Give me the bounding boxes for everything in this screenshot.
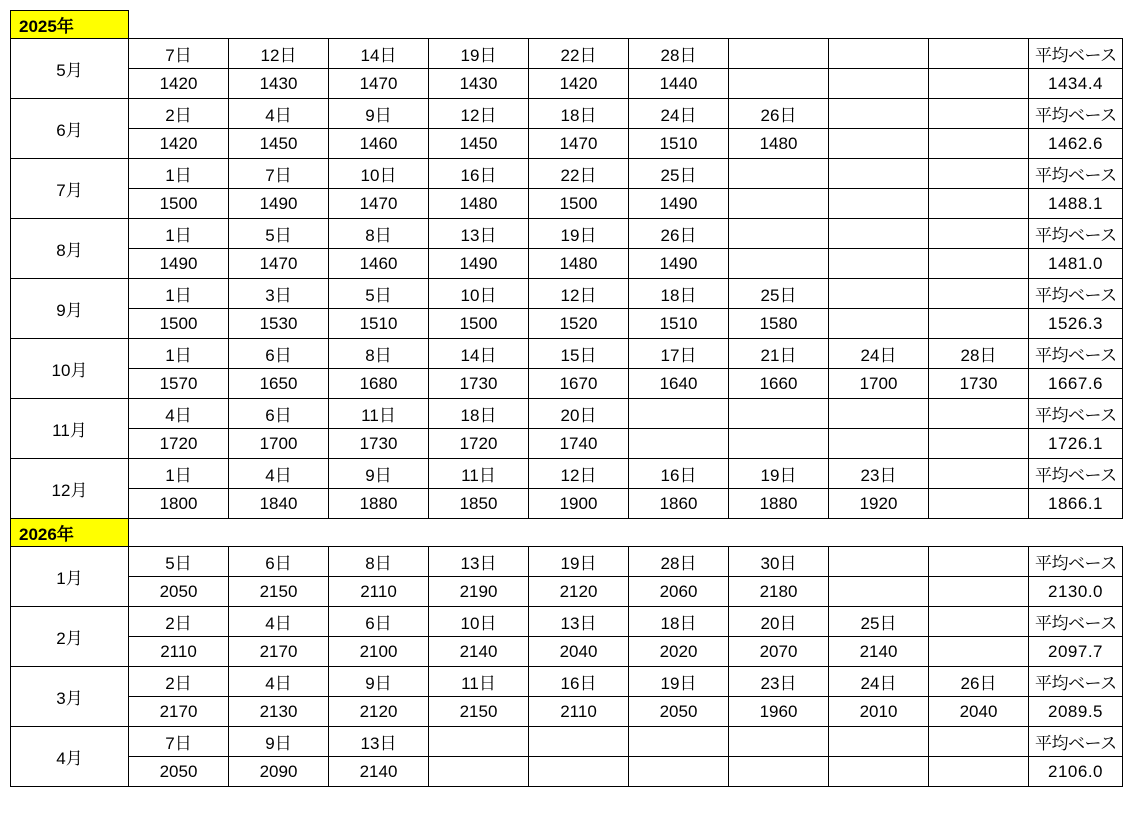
day-cell: 18日 bbox=[529, 99, 629, 129]
day-cell: 16日 bbox=[429, 159, 529, 189]
value-cell: 1730 bbox=[329, 429, 429, 459]
value-cell: 2150 bbox=[429, 697, 529, 727]
value-cell: 1500 bbox=[129, 309, 229, 339]
empty-cell bbox=[929, 637, 1029, 667]
value-cell: 1480 bbox=[429, 189, 529, 219]
average-value: 2097.7 bbox=[1029, 637, 1123, 667]
year-banner-filler bbox=[129, 519, 1123, 547]
value-cell: 1500 bbox=[429, 309, 529, 339]
value-cell: 1480 bbox=[729, 129, 829, 159]
empty-cell bbox=[529, 757, 629, 787]
day-cell: 24日 bbox=[829, 667, 929, 697]
value-cell: 1640 bbox=[629, 369, 729, 399]
year-label: 2025年 bbox=[11, 11, 129, 39]
empty-cell bbox=[829, 159, 929, 189]
value-cell: 1920 bbox=[829, 489, 929, 519]
day-cell: 4日 bbox=[229, 459, 329, 489]
empty-cell bbox=[929, 459, 1029, 489]
month-label: 1月 bbox=[11, 547, 129, 607]
day-cell: 3日 bbox=[229, 279, 329, 309]
empty-cell bbox=[929, 607, 1029, 637]
month-value-row bbox=[11, 637, 1123, 667]
value-cell: 2140 bbox=[829, 637, 929, 667]
day-cell: 10日 bbox=[329, 159, 429, 189]
day-cell: 20日 bbox=[529, 399, 629, 429]
day-cell: 6日 bbox=[329, 607, 429, 637]
value-cell: 2110 bbox=[329, 577, 429, 607]
average-value: 1488.1 bbox=[1029, 189, 1123, 219]
average-label: 平均ベース bbox=[1029, 159, 1123, 189]
value-cell: 1520 bbox=[529, 309, 629, 339]
day-cell: 25日 bbox=[629, 159, 729, 189]
day-cell: 24日 bbox=[629, 99, 729, 129]
value-cell: 2050 bbox=[129, 577, 229, 607]
value-cell: 1740 bbox=[529, 429, 629, 459]
day-cell: 16日 bbox=[529, 667, 629, 697]
day-cell: 9日 bbox=[329, 99, 429, 129]
value-cell: 1420 bbox=[129, 129, 229, 159]
month-day-row bbox=[11, 399, 1123, 429]
day-cell: 16日 bbox=[629, 459, 729, 489]
month-value-row bbox=[11, 577, 1123, 607]
day-cell: 12日 bbox=[529, 459, 629, 489]
value-cell: 1670 bbox=[529, 369, 629, 399]
month-day-row bbox=[11, 459, 1123, 489]
value-cell: 1850 bbox=[429, 489, 529, 519]
value-cell: 1450 bbox=[429, 129, 529, 159]
day-cell: 10日 bbox=[429, 607, 529, 637]
value-cell: 2050 bbox=[129, 757, 229, 787]
value-cell: 1720 bbox=[429, 429, 529, 459]
value-cell: 1430 bbox=[429, 69, 529, 99]
month-day-row bbox=[11, 39, 1123, 69]
value-cell: 1840 bbox=[229, 489, 329, 519]
value-cell: 2070 bbox=[729, 637, 829, 667]
month-value-row bbox=[11, 69, 1123, 99]
value-cell: 2050 bbox=[629, 697, 729, 727]
value-cell: 2120 bbox=[529, 577, 629, 607]
day-cell: 19日 bbox=[729, 459, 829, 489]
value-cell: 1420 bbox=[129, 69, 229, 99]
empty-cell bbox=[829, 99, 929, 129]
month-value-row bbox=[11, 369, 1123, 399]
day-cell: 1日 bbox=[129, 159, 229, 189]
day-cell: 10日 bbox=[429, 279, 529, 309]
day-cell: 22日 bbox=[529, 159, 629, 189]
month-day-row bbox=[11, 159, 1123, 189]
value-cell: 1860 bbox=[629, 489, 729, 519]
month-value-row bbox=[11, 309, 1123, 339]
empty-cell bbox=[829, 727, 929, 757]
day-cell: 21日 bbox=[729, 339, 829, 369]
day-cell: 13日 bbox=[329, 727, 429, 757]
month-day-row bbox=[11, 339, 1123, 369]
empty-cell bbox=[729, 399, 829, 429]
price-history-table bbox=[10, 10, 1123, 787]
value-cell: 1470 bbox=[329, 189, 429, 219]
month-day-row bbox=[11, 279, 1123, 309]
average-label: 平均ベース bbox=[1029, 339, 1123, 369]
day-cell: 24日 bbox=[829, 339, 929, 369]
value-cell: 1490 bbox=[429, 249, 529, 279]
value-cell: 2130 bbox=[229, 697, 329, 727]
value-cell: 1680 bbox=[329, 369, 429, 399]
value-cell: 1570 bbox=[129, 369, 229, 399]
day-cell: 13日 bbox=[429, 219, 529, 249]
day-cell: 1日 bbox=[129, 219, 229, 249]
day-cell: 26日 bbox=[629, 219, 729, 249]
empty-cell bbox=[829, 39, 929, 69]
value-cell: 1500 bbox=[129, 189, 229, 219]
empty-cell bbox=[829, 309, 929, 339]
day-cell: 11日 bbox=[429, 459, 529, 489]
empty-cell bbox=[729, 727, 829, 757]
month-label: 9月 bbox=[11, 279, 129, 339]
month-label: 2月 bbox=[11, 607, 129, 667]
month-day-row bbox=[11, 99, 1123, 129]
day-cell: 9日 bbox=[329, 667, 429, 697]
average-label: 平均ベース bbox=[1029, 459, 1123, 489]
value-cell: 1470 bbox=[229, 249, 329, 279]
average-value: 1866.1 bbox=[1029, 489, 1123, 519]
value-cell: 2120 bbox=[329, 697, 429, 727]
day-cell: 22日 bbox=[529, 39, 629, 69]
day-cell: 19日 bbox=[529, 219, 629, 249]
value-cell: 2140 bbox=[429, 637, 529, 667]
value-cell: 2170 bbox=[229, 637, 329, 667]
average-value: 1434.4 bbox=[1029, 69, 1123, 99]
value-cell: 1720 bbox=[129, 429, 229, 459]
value-cell: 1580 bbox=[729, 309, 829, 339]
average-value: 2130.0 bbox=[1029, 577, 1123, 607]
month-label: 12月 bbox=[11, 459, 129, 519]
spreadsheet-sheet bbox=[0, 10, 1132, 822]
day-cell: 25日 bbox=[729, 279, 829, 309]
empty-cell bbox=[929, 249, 1029, 279]
month-day-row bbox=[11, 667, 1123, 697]
value-cell: 1900 bbox=[529, 489, 629, 519]
month-value-row bbox=[11, 249, 1123, 279]
day-cell: 5日 bbox=[129, 547, 229, 577]
value-cell: 1730 bbox=[429, 369, 529, 399]
month-label: 8月 bbox=[11, 219, 129, 279]
empty-cell bbox=[829, 249, 929, 279]
value-cell: 1490 bbox=[229, 189, 329, 219]
empty-cell bbox=[729, 757, 829, 787]
day-cell: 28日 bbox=[629, 547, 729, 577]
month-label: 6月 bbox=[11, 99, 129, 159]
value-cell: 1470 bbox=[529, 129, 629, 159]
day-cell: 7日 bbox=[129, 39, 229, 69]
average-value: 1667.6 bbox=[1029, 369, 1123, 399]
value-cell: 2040 bbox=[929, 697, 1029, 727]
month-label: 7月 bbox=[11, 159, 129, 219]
day-cell: 28日 bbox=[929, 339, 1029, 369]
empty-cell bbox=[929, 69, 1029, 99]
empty-cell bbox=[829, 399, 929, 429]
day-cell: 4日 bbox=[129, 399, 229, 429]
value-cell: 1510 bbox=[629, 309, 729, 339]
day-cell: 19日 bbox=[529, 547, 629, 577]
empty-cell bbox=[729, 69, 829, 99]
day-cell: 4日 bbox=[229, 607, 329, 637]
day-cell: 30日 bbox=[729, 547, 829, 577]
empty-cell bbox=[929, 399, 1029, 429]
empty-cell bbox=[929, 547, 1029, 577]
empty-cell bbox=[729, 39, 829, 69]
month-value-row bbox=[11, 429, 1123, 459]
day-cell: 14日 bbox=[329, 39, 429, 69]
value-cell: 1880 bbox=[329, 489, 429, 519]
average-label: 平均ベース bbox=[1029, 607, 1123, 637]
month-value-row bbox=[11, 489, 1123, 519]
value-cell: 1450 bbox=[229, 129, 329, 159]
empty-cell bbox=[729, 219, 829, 249]
month-day-row bbox=[11, 547, 1123, 577]
value-cell: 2180 bbox=[729, 577, 829, 607]
day-cell: 26日 bbox=[929, 667, 1029, 697]
day-cell: 4日 bbox=[229, 99, 329, 129]
empty-cell bbox=[629, 429, 729, 459]
value-cell: 2140 bbox=[329, 757, 429, 787]
value-cell: 2110 bbox=[529, 697, 629, 727]
value-cell: 2010 bbox=[829, 697, 929, 727]
day-cell: 19日 bbox=[429, 39, 529, 69]
day-cell: 8日 bbox=[329, 219, 429, 249]
month-day-row bbox=[11, 607, 1123, 637]
empty-cell bbox=[829, 279, 929, 309]
empty-cell bbox=[929, 189, 1029, 219]
month-day-row bbox=[11, 727, 1123, 757]
day-cell: 23日 bbox=[829, 459, 929, 489]
day-cell: 23日 bbox=[729, 667, 829, 697]
empty-cell bbox=[829, 69, 929, 99]
empty-cell bbox=[829, 547, 929, 577]
day-cell: 4日 bbox=[229, 667, 329, 697]
value-cell: 1650 bbox=[229, 369, 329, 399]
empty-cell bbox=[929, 489, 1029, 519]
value-cell: 2040 bbox=[529, 637, 629, 667]
day-cell: 26日 bbox=[729, 99, 829, 129]
average-label: 平均ベース bbox=[1029, 399, 1123, 429]
value-cell: 1960 bbox=[729, 697, 829, 727]
value-cell: 1490 bbox=[629, 189, 729, 219]
value-cell: 2020 bbox=[629, 637, 729, 667]
day-cell: 18日 bbox=[629, 279, 729, 309]
empty-cell bbox=[729, 189, 829, 219]
value-cell: 1660 bbox=[729, 369, 829, 399]
day-cell: 11日 bbox=[429, 667, 529, 697]
average-label: 平均ベース bbox=[1029, 667, 1123, 697]
day-cell: 8日 bbox=[329, 547, 429, 577]
empty-cell bbox=[929, 309, 1029, 339]
empty-cell bbox=[829, 757, 929, 787]
empty-cell bbox=[829, 429, 929, 459]
value-cell: 1510 bbox=[629, 129, 729, 159]
day-cell: 2日 bbox=[129, 667, 229, 697]
day-cell: 28日 bbox=[629, 39, 729, 69]
value-cell: 1430 bbox=[229, 69, 329, 99]
empty-cell bbox=[929, 429, 1029, 459]
value-cell: 1460 bbox=[329, 249, 429, 279]
average-value: 1526.3 bbox=[1029, 309, 1123, 339]
day-cell: 11日 bbox=[329, 399, 429, 429]
empty-cell bbox=[929, 129, 1029, 159]
average-label: 平均ベース bbox=[1029, 727, 1123, 757]
average-label: 平均ベース bbox=[1029, 99, 1123, 129]
year-banner-row bbox=[11, 11, 1123, 39]
average-value: 2106.0 bbox=[1029, 757, 1123, 787]
day-cell: 12日 bbox=[429, 99, 529, 129]
empty-cell bbox=[429, 727, 529, 757]
year-banner-filler bbox=[129, 11, 1123, 39]
empty-cell bbox=[729, 249, 829, 279]
empty-cell bbox=[929, 757, 1029, 787]
value-cell: 1480 bbox=[529, 249, 629, 279]
day-cell: 6日 bbox=[229, 547, 329, 577]
day-cell: 1日 bbox=[129, 279, 229, 309]
day-cell: 13日 bbox=[429, 547, 529, 577]
day-cell: 18日 bbox=[429, 399, 529, 429]
empty-cell bbox=[929, 99, 1029, 129]
day-cell: 2日 bbox=[129, 99, 229, 129]
empty-cell bbox=[829, 219, 929, 249]
value-cell: 1510 bbox=[329, 309, 429, 339]
value-cell: 1500 bbox=[529, 189, 629, 219]
value-cell: 2090 bbox=[229, 757, 329, 787]
empty-cell bbox=[529, 727, 629, 757]
average-value: 2089.5 bbox=[1029, 697, 1123, 727]
day-cell: 25日 bbox=[829, 607, 929, 637]
day-cell: 19日 bbox=[629, 667, 729, 697]
value-cell: 2170 bbox=[129, 697, 229, 727]
empty-cell bbox=[829, 577, 929, 607]
value-cell: 2150 bbox=[229, 577, 329, 607]
month-value-row bbox=[11, 189, 1123, 219]
month-label: 4月 bbox=[11, 727, 129, 787]
value-cell: 1490 bbox=[129, 249, 229, 279]
empty-cell bbox=[829, 129, 929, 159]
value-cell: 1880 bbox=[729, 489, 829, 519]
day-cell: 14日 bbox=[429, 339, 529, 369]
empty-cell bbox=[429, 757, 529, 787]
value-cell: 1420 bbox=[529, 69, 629, 99]
day-cell: 1日 bbox=[129, 459, 229, 489]
value-cell: 2190 bbox=[429, 577, 529, 607]
empty-cell bbox=[929, 577, 1029, 607]
value-cell: 2100 bbox=[329, 637, 429, 667]
value-cell: 1490 bbox=[629, 249, 729, 279]
day-cell: 5日 bbox=[329, 279, 429, 309]
average-label: 平均ベース bbox=[1029, 279, 1123, 309]
value-cell: 1800 bbox=[129, 489, 229, 519]
month-label: 3月 bbox=[11, 667, 129, 727]
value-cell: 1700 bbox=[829, 369, 929, 399]
empty-cell bbox=[929, 159, 1029, 189]
value-cell: 1470 bbox=[329, 69, 429, 99]
month-day-row bbox=[11, 219, 1123, 249]
value-cell: 1440 bbox=[629, 69, 729, 99]
month-label: 5月 bbox=[11, 39, 129, 99]
month-value-row bbox=[11, 697, 1123, 727]
value-cell: 1530 bbox=[229, 309, 329, 339]
day-cell: 17日 bbox=[629, 339, 729, 369]
empty-cell bbox=[929, 219, 1029, 249]
average-value: 1462.6 bbox=[1029, 129, 1123, 159]
day-cell: 8日 bbox=[329, 339, 429, 369]
month-value-row bbox=[11, 757, 1123, 787]
average-label: 平均ベース bbox=[1029, 547, 1123, 577]
empty-cell bbox=[729, 429, 829, 459]
day-cell: 9日 bbox=[329, 459, 429, 489]
empty-cell bbox=[829, 189, 929, 219]
empty-cell bbox=[629, 757, 729, 787]
day-cell: 13日 bbox=[529, 607, 629, 637]
value-cell: 2110 bbox=[129, 637, 229, 667]
empty-cell bbox=[929, 279, 1029, 309]
day-cell: 20日 bbox=[729, 607, 829, 637]
average-label: 平均ベース bbox=[1029, 39, 1123, 69]
day-cell: 15日 bbox=[529, 339, 629, 369]
day-cell: 12日 bbox=[529, 279, 629, 309]
value-cell: 2060 bbox=[629, 577, 729, 607]
month-label: 10月 bbox=[11, 339, 129, 399]
value-cell: 1700 bbox=[229, 429, 329, 459]
day-cell: 6日 bbox=[229, 339, 329, 369]
day-cell: 1日 bbox=[129, 339, 229, 369]
day-cell: 5日 bbox=[229, 219, 329, 249]
day-cell: 2日 bbox=[129, 607, 229, 637]
year-banner-row bbox=[11, 519, 1123, 547]
month-label: 11月 bbox=[11, 399, 129, 459]
empty-cell bbox=[629, 399, 729, 429]
empty-cell bbox=[929, 727, 1029, 757]
day-cell: 7日 bbox=[229, 159, 329, 189]
empty-cell bbox=[729, 159, 829, 189]
day-cell: 12日 bbox=[229, 39, 329, 69]
year-label: 2026年 bbox=[11, 519, 129, 547]
day-cell: 18日 bbox=[629, 607, 729, 637]
empty-cell bbox=[929, 39, 1029, 69]
average-label: 平均ベース bbox=[1029, 219, 1123, 249]
average-value: 1481.0 bbox=[1029, 249, 1123, 279]
day-cell: 9日 bbox=[229, 727, 329, 757]
value-cell: 1460 bbox=[329, 129, 429, 159]
average-value: 1726.1 bbox=[1029, 429, 1123, 459]
empty-cell bbox=[629, 727, 729, 757]
day-cell: 7日 bbox=[129, 727, 229, 757]
month-value-row bbox=[11, 129, 1123, 159]
day-cell: 6日 bbox=[229, 399, 329, 429]
value-cell: 1730 bbox=[929, 369, 1029, 399]
